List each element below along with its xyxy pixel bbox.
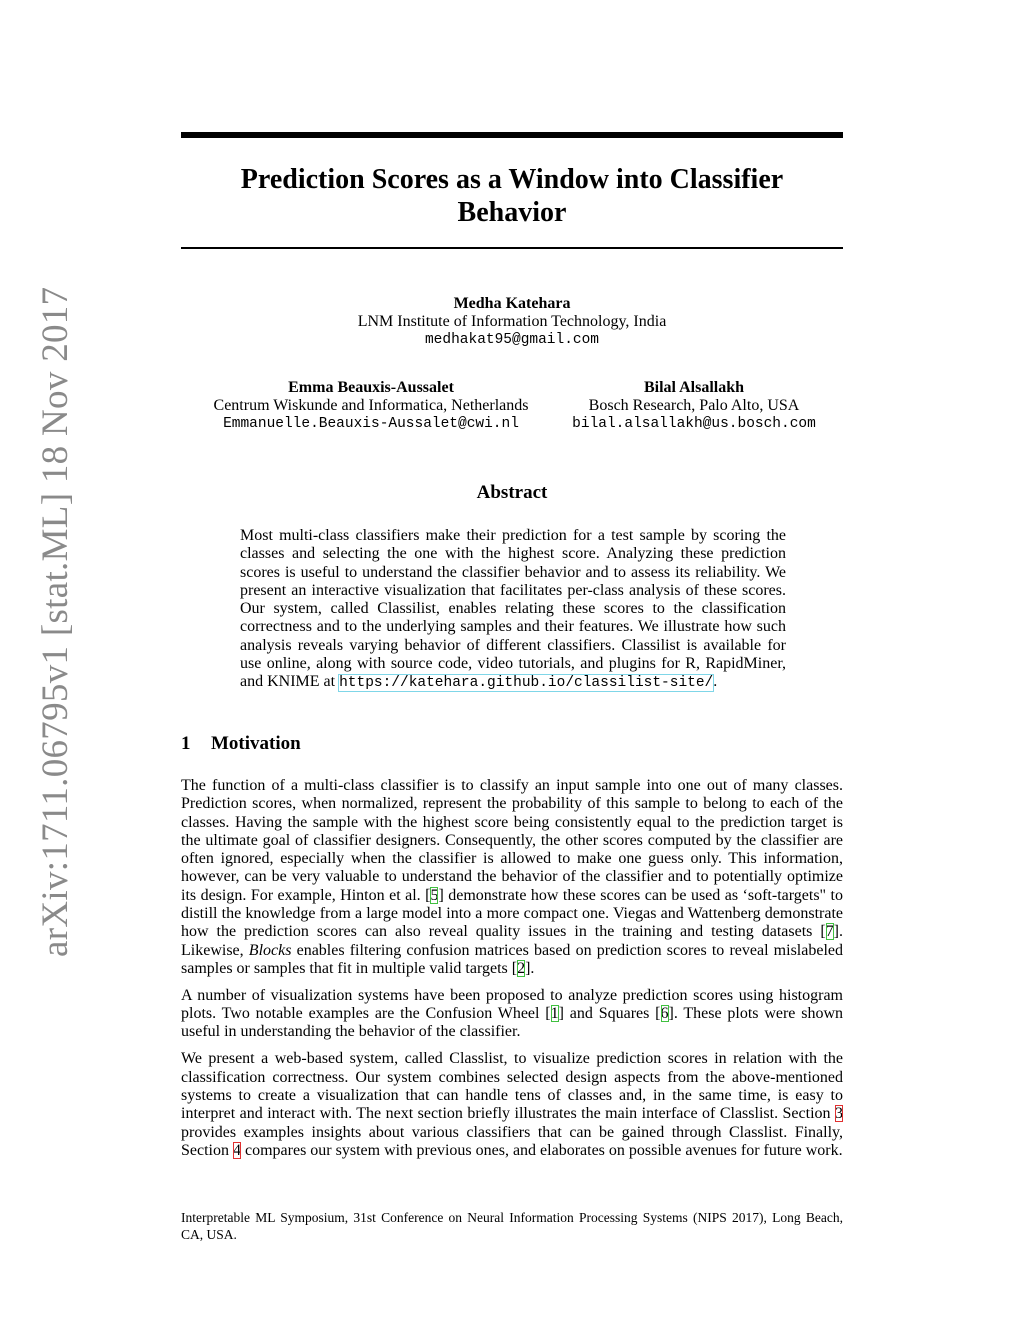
author-block-3 — [545, 379, 843, 433]
abstract-body-text: Most multi-class classifiers make their prediction for a test sample by scoring the classes and selecting the one with the highest score. Analyzing these prediction scores is useful to understand the classifier behavior and to assess its reliability. We present an interactive visualization that facilitates per-class analysis of these scores. Our system, called Classilist, enables relating these scores to the classification correctness and to the underlying samples and their features. We illustrate how such analysis reveals varying behavior of different classifiers. Classilist is available for use online, along with source code, video tutorials, and plugins for R, RapidMiner, and KNIME at — [240, 527, 786, 691]
author-block-1 — [181, 295, 843, 349]
motivation-body — [181, 777, 843, 1169]
section-ref-link-3[interactable]: 3 — [835, 1105, 843, 1123]
author-name: Emma Beauxis-Aussalet — [288, 379, 454, 396]
section-ref-link-4[interactable]: 4 — [233, 1141, 241, 1159]
paragraph-2 — [181, 987, 843, 1042]
arxiv-identifier-stamp: arXiv:1711.06795v1 [stat.ML] 18 Nov 2017 — [35, 286, 76, 957]
text-run: ] and Squares [ — [558, 1005, 661, 1023]
author-name: Bilal Alsallakh — [643, 379, 745, 396]
author-affiliation: LNM Institute of Information Technology, India — [357, 313, 667, 330]
citation-link-1[interactable]: 1 — [550, 1005, 559, 1023]
text-run: compares our system with previous ones, and elaborates on possible avenues for future work. — [241, 1141, 843, 1159]
section-title: Motivation — [211, 733, 301, 754]
text-run: ] demonstrate how these scores can be used as ‘soft-targets" to distill the knowledge from a large model into a more compact one. Viegas and Wattenberg demonstrate how the prediction scores can also reveal quality issues in the training and testing datasets [ — [181, 886, 844, 941]
citation-link-6[interactable]: 6 — [660, 1005, 669, 1023]
author-block-2 — [181, 379, 561, 433]
text-run: We present a web-based system, called Classlist, to visualize prediction scores in relation with the classification correctness. Our system combines selected design aspects from the above-mentioned systems to create a visualization that can handle tens of classes and, in the same time, is easy to interpret and interact with. The next section briefly illustrates the main interface of Classlist. Section — [181, 1050, 843, 1123]
abstract-heading: Abstract — [476, 482, 548, 503]
section-heading-motivation — [181, 733, 301, 755]
paragraph-1 — [181, 777, 843, 978]
paper-title — [181, 163, 843, 229]
title-top-rule — [181, 132, 843, 138]
citation-link-5[interactable]: 5 — [430, 886, 439, 904]
text-run: The function of a multi-class classifier is to classify an input sample into one out of many classes. Prediction scores, when normalized, represent the probability of this sample to belong to each of the classes. Having the sample with the highest score being consistently equal to the prediction target is the ultimate goal of classifier designers. Consequently, the other scores computed by the classifier are often ignored, especially when the classifier is allowed to make one guess only. This information, however, can be very valuable to understand the behavior of the classifier and to potentially optimize its design. For example, Hinton et al. [ — [181, 777, 843, 904]
text-run: ]. Likewise, — [181, 923, 843, 959]
italic-system-name: Blocks — [248, 941, 292, 959]
abstract-text — [240, 527, 786, 693]
author-name: Medha Katehara — [453, 295, 571, 312]
text-run: provides examples insights about various classifiers that can be gained through Classlist. Finally, Section — [181, 1123, 843, 1159]
citation-link-2[interactable]: 2 — [517, 959, 526, 977]
author-affiliation: Bosch Research, Palo Alto, USA — [588, 397, 800, 414]
text-run: enables filtering confusion matrices based on prediction scores to reveal mislabeled samples or samples that fit in multiple valid targets [ — [181, 941, 843, 977]
abstract-period: . — [713, 673, 718, 691]
title-line-2: Behavior — [457, 197, 567, 228]
title-bottom-rule — [181, 247, 843, 249]
author-email[interactable]: medhakat95@gmail.com — [424, 332, 600, 348]
paragraph-3 — [181, 1050, 843, 1160]
author-affiliation: Centrum Wiskunde and Informatica, Netherlands — [213, 397, 529, 414]
text-run: A number of visualization systems have been proposed to analyze prediction scores using histogram plots. Two notable examples are the Confusion Wheel [ — [181, 986, 843, 1023]
section-number: 1 — [181, 733, 191, 754]
text-run: ]. — [525, 959, 535, 977]
author-email[interactable]: bilal.alsallakh@us.bosch.com — [572, 416, 816, 432]
author-email[interactable]: Emmanuelle.Beauxis-Aussalet@cwi.nl — [223, 416, 519, 432]
text-run: ]. These plots were shown useful in understanding the behavior of the classifier. — [181, 1005, 844, 1041]
conference-footnote: Interpretable ML Symposium, 31st Conference on Neural Information Processing Systems (NIPS 2017), Long Beach, CA, USA. — [181, 1210, 843, 1242]
citation-link-7[interactable]: 7 — [825, 923, 834, 941]
title-line-1: Prediction Scores as a Window into Classifier — [240, 164, 784, 195]
classilist-site-link[interactable]: https://katehara.github.io/classilist-site/ — [339, 675, 714, 692]
